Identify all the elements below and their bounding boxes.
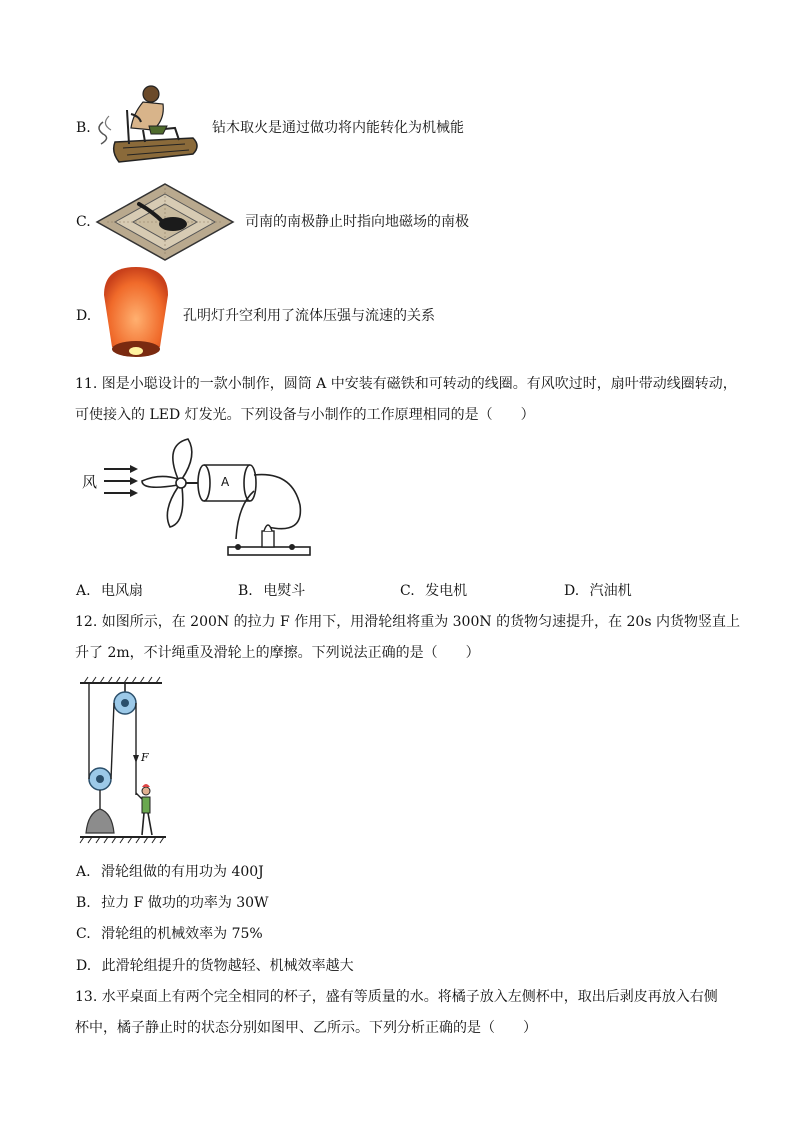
question-11-line-1: 11. 图是小聪设计的一款小制作，圆筒 A 中安装有磁铁和可转动的线圈。有风吹过时，扇叶带动线圈转动， bbox=[75, 376, 737, 392]
kongming-lantern-image bbox=[96, 265, 176, 365]
question-13-line-2: 杯中，橘子静止时的状态分别如图甲、乙所示。下列分析正确的是（ ） bbox=[75, 1020, 537, 1036]
q11-option-b-text: 电熨斗 bbox=[263, 583, 306, 599]
q11-option-b-label: B. bbox=[238, 583, 253, 599]
option-b-text: 钻木取火是通过做功将内能转化为机械能 bbox=[212, 120, 464, 136]
pulley-system-figure bbox=[78, 675, 168, 845]
question-11-line-2: 可使接入的 LED 灯发光。下列设备与小制作的工作原理相同的是（ ） bbox=[75, 407, 535, 423]
option-d-text: 孔明灯升空利用了流体压强与流速的关系 bbox=[183, 308, 435, 324]
q11-option-d bbox=[564, 581, 632, 601]
question-12-line-1: 12. 如图所示，在 200N 的拉力 F 作用下，用滑轮组将重为 300N 的货物匀速提升，在 20s 内货物竖直上 bbox=[75, 614, 740, 630]
q12-option-c-text: 滑轮组的机械效率为 75% bbox=[101, 926, 263, 942]
q12-option-a bbox=[76, 862, 264, 882]
question-12-line-2: 升了 2m，不计绳重及滑轮上的摩擦。下列说法正确的是（ ） bbox=[75, 645, 480, 661]
option-b-label: B. bbox=[76, 120, 91, 136]
q11-option-d-label: D. bbox=[564, 583, 580, 599]
option-c-label: C. bbox=[76, 214, 91, 230]
force-f-label: F bbox=[141, 751, 149, 764]
q12-option-b-text: 拉力 F 做功的功率为 30W bbox=[101, 895, 269, 911]
q12-option-a-label: A. bbox=[76, 864, 91, 880]
q12-option-d-text: 此滑轮组提升的货物越轻、机械效率越大 bbox=[101, 958, 354, 974]
q11-option-b bbox=[238, 581, 305, 601]
drilling-wood-fire-image bbox=[93, 80, 203, 170]
q12-option-d bbox=[76, 956, 354, 976]
q12-option-b bbox=[76, 893, 268, 913]
q11-option-c bbox=[400, 581, 467, 601]
option-d-label: D. bbox=[76, 308, 92, 324]
wind-generator-figure bbox=[78, 435, 318, 565]
sinan-compass-image bbox=[95, 182, 235, 262]
q11-option-a-text: 电风扇 bbox=[101, 583, 144, 599]
q11-option-a bbox=[76, 581, 143, 601]
q11-option-c-label: C. bbox=[400, 583, 415, 599]
cylinder-a-label: A bbox=[221, 475, 230, 489]
q12-option-d-label: D. bbox=[76, 958, 92, 974]
q12-option-a-text: 滑轮组做的有用功为 400J bbox=[101, 864, 264, 880]
q12-option-c bbox=[76, 924, 263, 944]
q11-option-c-text: 发电机 bbox=[425, 583, 468, 599]
wind-label: 风 bbox=[82, 473, 98, 491]
option-c-text: 司南的南极静止时指向地磁场的南极 bbox=[245, 214, 469, 230]
q12-option-b-label: B. bbox=[76, 895, 91, 911]
question-13-line-1: 13. 水平桌面上有两个完全相同的杯子，盛有等质量的水。将橘子放入左侧杯中，取出后剥皮再放入右侧 bbox=[75, 989, 718, 1005]
q12-option-c-label: C. bbox=[76, 926, 91, 942]
q11-option-d-text: 汽油机 bbox=[589, 583, 632, 599]
q11-option-a-label: A. bbox=[76, 583, 91, 599]
